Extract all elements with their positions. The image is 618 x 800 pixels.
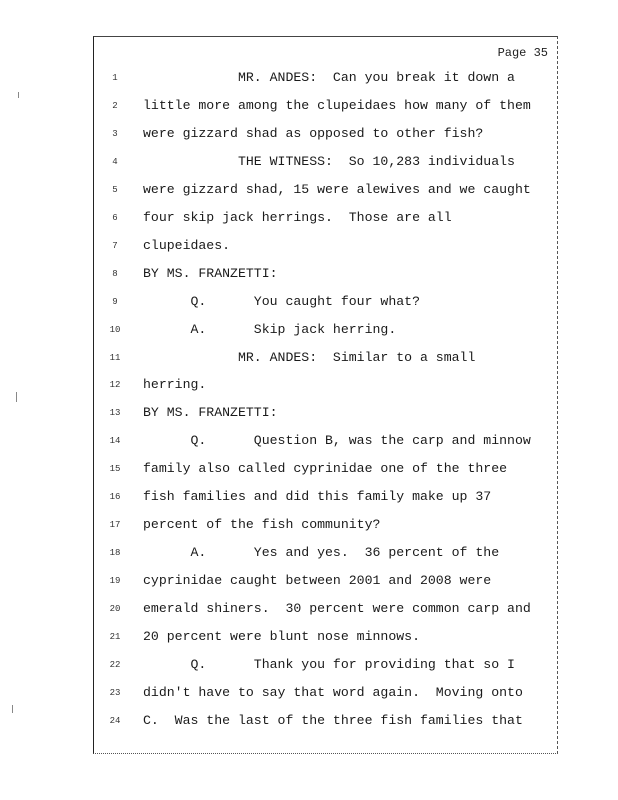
transcript-line: BY MS. FRANZETTI: — [143, 405, 278, 421]
transcript-line: herring. — [143, 377, 207, 393]
transcript-line: MR. ANDES: Can you break it down a — [143, 70, 515, 85]
line-number: 19 — [109, 576, 121, 587]
transcript-line: family also called cyprinidae one of the three — [143, 461, 508, 477]
transcript-line: Q. Thank you for providing that so I — [143, 656, 515, 672]
line-number: 14 — [109, 436, 121, 447]
transcript-line: THE WITNESS: So 10,283 individuals — [143, 153, 515, 169]
line-number: 5 — [112, 184, 118, 195]
line-number: 21 — [109, 632, 121, 642]
line-number: 24 — [109, 715, 121, 726]
line-number: 18 — [109, 548, 121, 559]
transcript-line: didn't have to say that word again. Moving onto — [143, 684, 523, 700]
transcript-page-frame — [93, 36, 558, 754]
transcript-line: emerald shiners. 30 percent were common carp and — [143, 601, 531, 617]
line-number: 10 — [109, 324, 121, 335]
line-number: 22 — [109, 659, 121, 670]
scan-speck — [12, 705, 13, 713]
transcript-line: MR. ANDES: Similar to a small — [143, 349, 476, 365]
line-number: 1 — [112, 73, 118, 83]
line-number: 11 — [109, 352, 121, 363]
line-number: 20 — [109, 604, 121, 615]
line-number: 2 — [112, 100, 118, 111]
scan-speck — [18, 92, 19, 98]
transcript-line: clupeidaes. — [143, 237, 231, 253]
scan-speck — [16, 392, 17, 402]
transcript-line: Q. You caught four what? — [143, 293, 420, 309]
transcript-line: were gizzard shad, 15 were alewives and we caught — [143, 181, 531, 197]
line-number: 17 — [109, 520, 121, 531]
line-number: 13 — [109, 408, 121, 419]
transcript-line: fish families and did this family make up 37 — [143, 489, 492, 505]
line-number: 16 — [109, 492, 121, 503]
line-number: 9 — [112, 296, 118, 307]
transcript-line: four skip jack herrings. Those are all — [143, 209, 452, 225]
line-number: 8 — [112, 268, 118, 279]
line-number: 3 — [112, 128, 118, 139]
transcript-line: A. Yes and yes. 36 percent of the — [143, 545, 500, 561]
transcript-line: little more among the clupeidaes how many of them — [143, 97, 531, 113]
line-number: 12 — [109, 380, 121, 391]
line-number: 15 — [109, 464, 121, 475]
line-number: 7 — [112, 240, 118, 251]
transcript-line: 20 percent were blunt nose minnows. — [143, 629, 420, 644]
transcript-line: percent of the fish community? — [143, 517, 381, 533]
page-number: Page 35 — [497, 46, 548, 60]
transcript-line: were gizzard shad as opposed to other fish? — [143, 125, 484, 141]
transcript-line: C. Was the last of the three fish families that — [143, 712, 523, 728]
transcript-line: BY MS. FRANZETTI: — [143, 265, 278, 281]
transcript-line: A. Skip jack herring. — [143, 321, 397, 337]
transcript-line: cyprinidae caught between 2001 and 2008 were — [143, 573, 492, 589]
line-number: 23 — [109, 687, 121, 698]
line-number: 6 — [112, 212, 118, 223]
transcript-line: Q. Question B, was the carp and minnow — [143, 433, 531, 449]
line-number: 4 — [112, 156, 118, 167]
